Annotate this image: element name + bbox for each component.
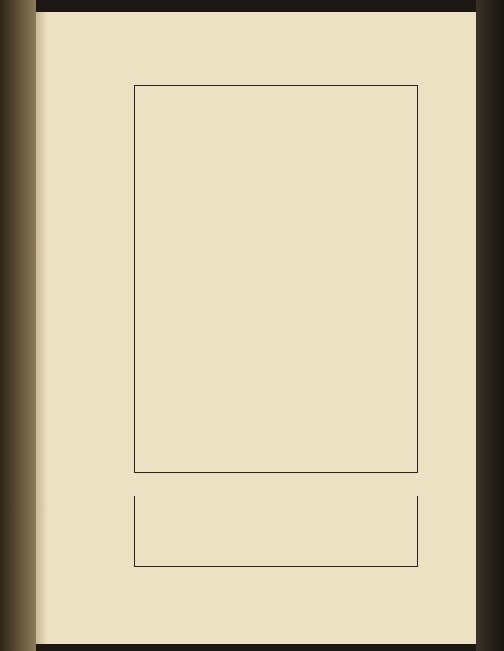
bore-register-table [134, 85, 418, 473]
book-spine [0, 0, 36, 651]
bore-register-table-d [134, 496, 418, 567]
facing-page-edge [476, 0, 504, 651]
